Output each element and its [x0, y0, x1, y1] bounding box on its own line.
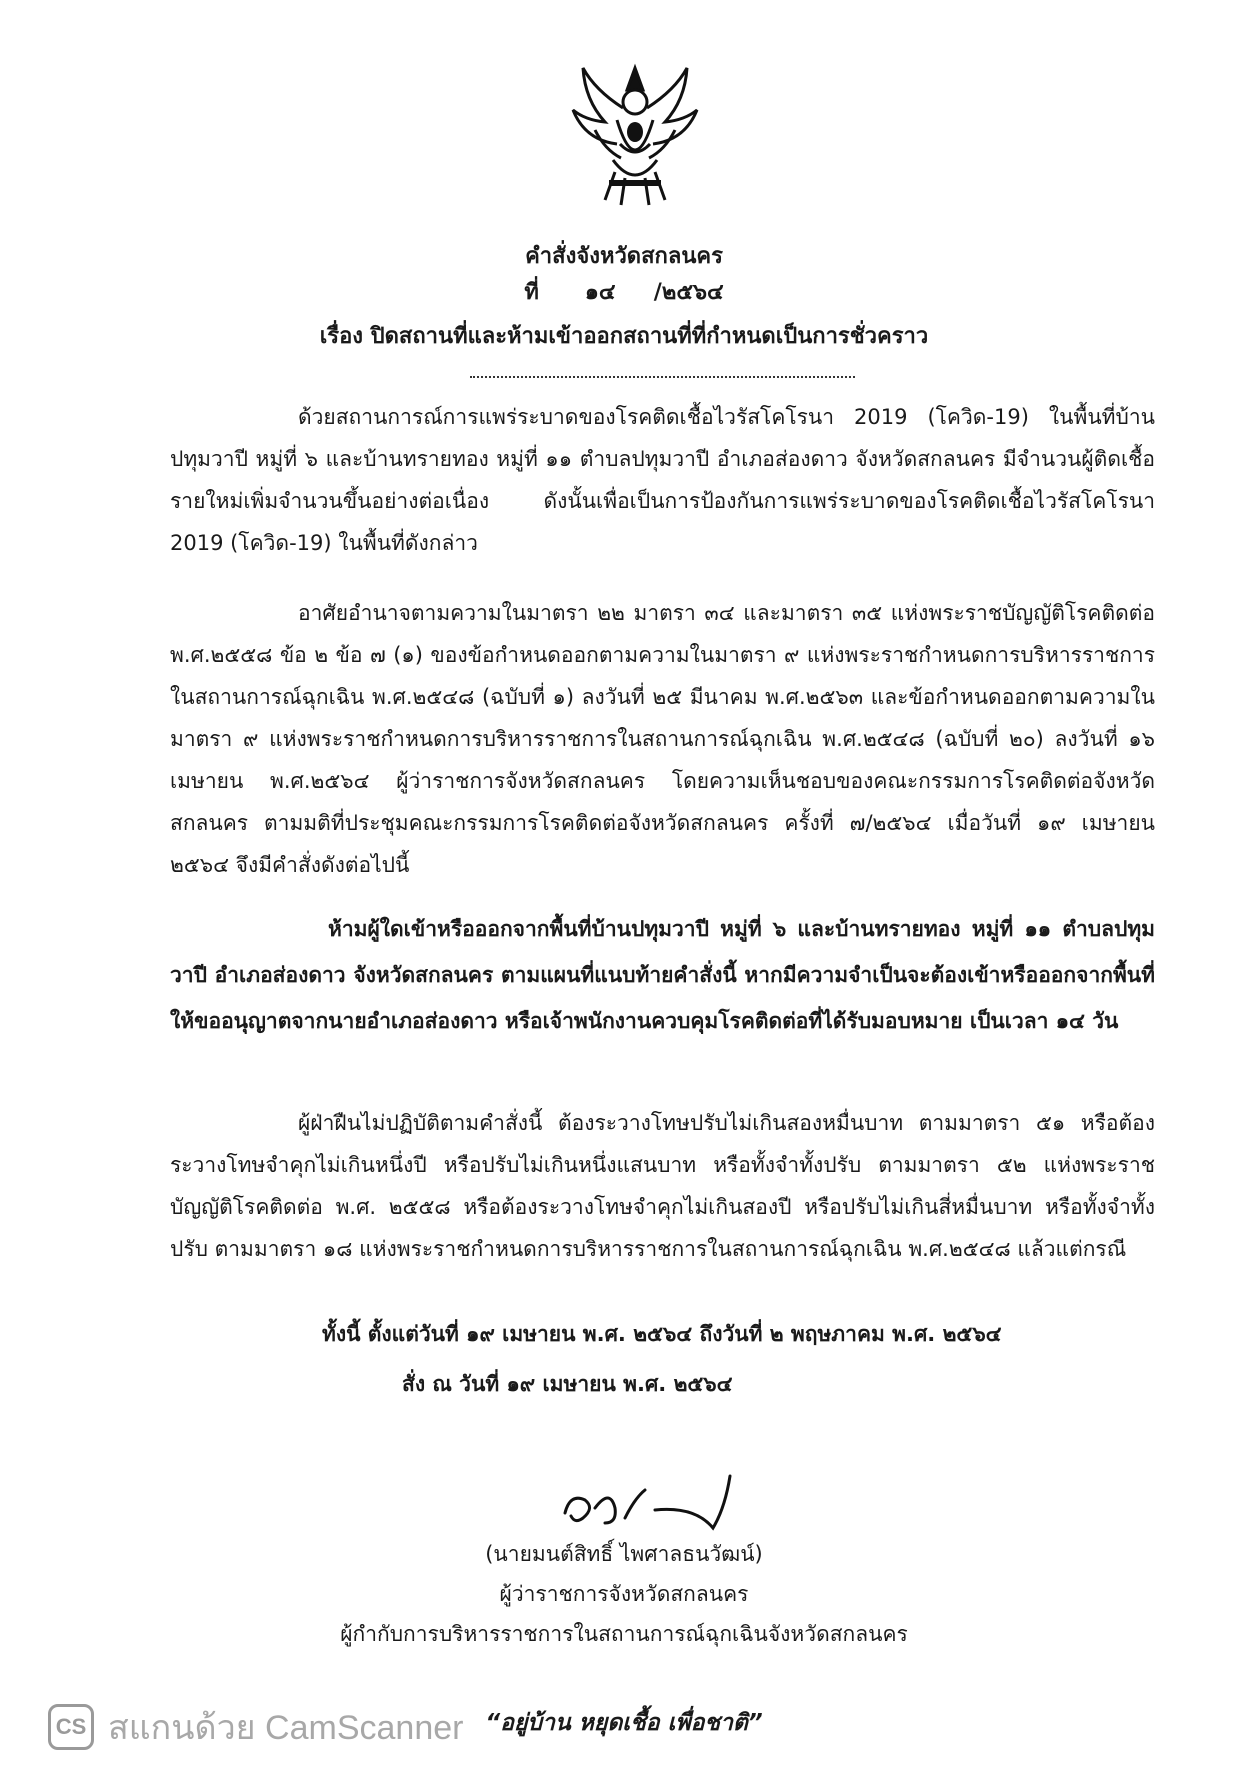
paragraph-penalty: ผู้ฝ่าฝืนไม่ปฏิบัติตามคำสั่งนี้ ต้องระวางโทษปรับไม่เกินสองหมื่นบาท ตามมาตรา ๕๑ หรือต้องระวางโทษจำคุกไม่เกินหนึ่งปี หรือปรับไม่เกินหนึ่งแสนบาท หรือทั้งจำทั้งปรับ ตามมาตรา ๕๒ แห่งพระราชบัญญัติโรคติดต่อ พ.ศ. ๒๕๕๘ หรือต้องระวางโทษจำคุกไม่เกินสองปี หรือปรับไม่เกินสี่หมื่นบาท หรือทั้งจำทั้งปรับ ตามมาตรา ๑๘ แห่งพระราชกำหนดการบริหารราชการในสถานการณ์ฉุกเฉิน พ.ศ.๒๕๔๘ แล้วแต่กรณี [170, 1111, 1155, 1261]
dotted-divider [470, 376, 855, 378]
watermark-text: สแกนด้วย CamScanner [108, 1709, 464, 1747]
effective-period: ทั้งนี้ ตั้งแต่วันที่ ๑๙ เมษายน พ.ศ. ๒๕๖๔ ถึงวันที่ ๒ พฤษภาคม พ.ศ. ๒๕๖๔ [322, 1322, 1002, 1346]
signatory-position-secondary: ผู้กำกับการบริหารราชการในสถานการณ์ฉุกเฉินจังหวัดสกลนคร [340, 1622, 908, 1646]
number-value: ๑๔ [584, 280, 616, 305]
slogan: “อยู่บ้าน หยุดเชื้อ เพื่อชาติ” [485, 1710, 763, 1736]
signatory-position: ผู้ว่าราชการจังหวัดสกลนคร [499, 1582, 749, 1606]
paragraph-legal-authority: อาศัยอำนาจตามความในมาตรา ๒๒ มาตรา ๓๔ และมาตรา ๓๕ แห่งพระราชบัญญัติโรคติดต่อ พ.ศ.๒๕๕๘ ข้อ ๒ ข้อ ๗ (๑) ของข้อกำหนดออกตามความในมาตรา ๙ แห่งพระราชกำหนดการบริหารราชการในสถานการณ์ฉุกเฉิน พ.ศ.๒๕๔๘ (ฉบับที่ ๑) ลงวันที่ ๒๕ มีนาคม พ.ศ.๒๕๖๓ และข้อกำหนดออกตามความในมาตรา ๙ แห่งพระราชกำหนดการบริหารราชการในสถานการณ์ฉุกเฉิน พ.ศ.๒๕๔๘ (ฉบับที่ ๒๐) ลงวันที่ ๑๖ เมษายน พ.ศ.๒๕๖๔ ผู้ว่าราชการจังหวัดสกลนคร โดยความเห็นชอบของคณะกรรมการโรคติดต่อจังหวัดสกลนคร ตามมติที่ประชุมคณะกรรมการโรคติดต่อจังหวัดสกลนคร ครั้งที่ ๗/๒๕๖๔ เมื่อวันที่ ๑๙ เมษายน ๒๕๖๔ จึงมีคำสั่งดังต่อไปนี้ [170, 601, 1155, 877]
signatory-name: (นายมนต์สิทธิ์ ไพศาลธนวัฒน์) [485, 1542, 763, 1566]
paragraph-order: ห้ามผู้ใดเข้าหรือออกจากพื้นที่บ้านปทุมวาปี หมู่ที่ ๖ และบ้านทรายทอง หมู่ที่ ๑๑ ตำบลปทุมวาปี อำเภอส่องดาว จังหวัดสกลนคร ตามแผนที่แนบท้ายคำสั่งนี้ หากมีความจำเป็นจะต้องเข้าหรือออกจากพื้นที่ให้ขออนุญาตจากนายอำเภอส่องดาว หรือเจ้าพนักงานควบคุมโรคติดต่อที่ได้รับมอบหมาย เป็นเวลา ๑๔ วัน [170, 917, 1155, 1033]
garuda-emblem [565, 60, 705, 210]
signature [555, 1468, 755, 1538]
order-title: คำสั่งจังหวัดสกลนคร [525, 244, 723, 269]
paragraph-background: ด้วยสถานการณ์การแพร่ระบาดของโรคติดเชื้อไวรัสโคโรนา 2019 (โควิด-19) ในพื้นที่บ้านปทุมวาปี หมู่ที่ ๖ และบ้านทรายทอง หมู่ที่ ๑๑ ตำบลปทุมวาปี อำเภอส่องดาว จังหวัดสกลนคร มีจำนวนผู้ติดเชื้อรายใหม่เพิ่มจำนวนขึ้นอย่างต่อเนื่อง ดังนั้นเพื่อเป็นการป้องกันการแพร่ระบาดของโรคติดเชื้อไวรัสโคโรนา 2019 (โควิด-19) ในพื้นที่ดังกล่าว [170, 405, 1155, 555]
number-year: /๒๕๖๔ [653, 280, 724, 305]
order-number [0, 274, 1248, 309]
camscanner-watermark [48, 1700, 463, 1754]
camscanner-logo-icon: CS [48, 1704, 94, 1750]
order-subject: เรื่อง ปิดสถานที่และห้ามเข้าออกสถานที่ที่กำหนดเป็นการชั่วคราว [319, 324, 929, 349]
number-prefix: ที่ [524, 280, 539, 305]
order-date: สั่ง ณ วันที่ ๑๙ เมษายน พ.ศ. ๒๕๖๔ [402, 1372, 733, 1396]
